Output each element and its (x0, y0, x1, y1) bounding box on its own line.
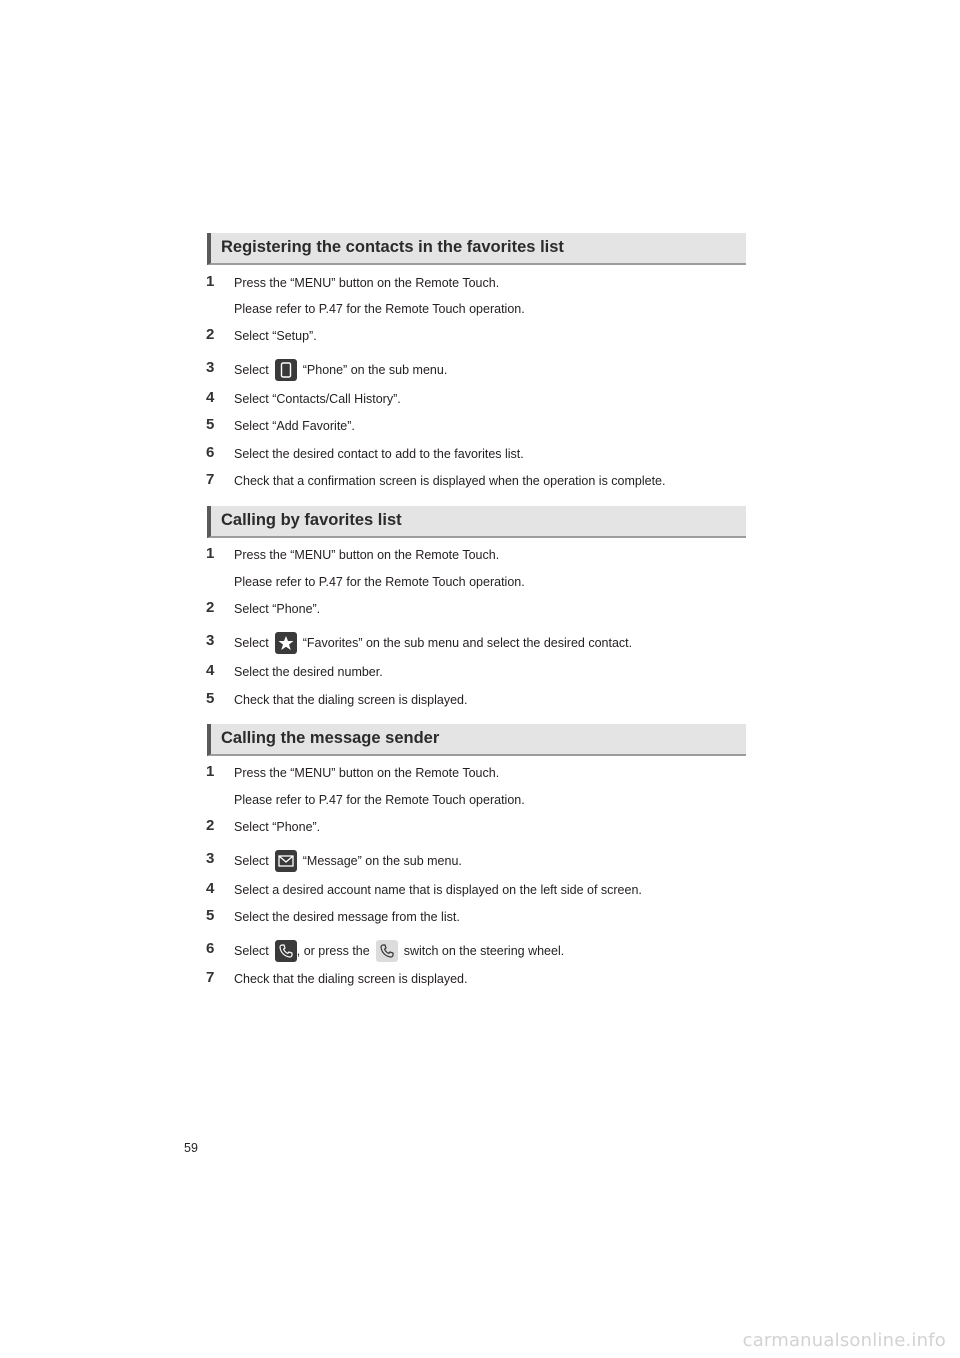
section-header-registering-favorites (207, 233, 746, 265)
step-number: 4 (206, 880, 215, 897)
step-text: Select “Add Favorite”. (234, 419, 355, 433)
step-number: 3 (206, 359, 215, 376)
section-header-calling-message-sender (207, 724, 746, 756)
step-text-pre: Select (234, 363, 269, 377)
step-text: Select the desired number. (234, 665, 383, 679)
step-number: 1 (206, 273, 215, 290)
step-text: Select the desired contact to add to the favorites list. (234, 447, 524, 461)
step-text (234, 850, 462, 872)
step-number: 3 (206, 850, 215, 867)
step-text-pre: Select (234, 636, 269, 650)
step-text-post: “Phone” on the sub menu. (302, 363, 448, 377)
watermark: carmanualsonline.info (742, 1330, 946, 1351)
step-note: Please refer to P.47 for the Remote Touch operation. (234, 793, 525, 807)
step-text-post: “Message” on the sub menu. (302, 854, 462, 868)
step-text-pre: Select (234, 944, 269, 958)
step-number: 7 (206, 471, 215, 488)
phone-device-icon (275, 359, 297, 381)
step-text-post: switch on the steering wheel. (403, 944, 565, 958)
step-text: Select a desired account name that is displayed on the left side of screen. (234, 883, 642, 897)
step-note: Please refer to P.47 for the Remote Touch operation. (234, 302, 525, 316)
step-note: Please refer to P.47 for the Remote Touch operation. (234, 575, 525, 589)
step-number: 5 (206, 416, 215, 433)
step-text: Check that a confirmation screen is displayed when the operation is complete. (234, 474, 666, 488)
step-number: 2 (206, 817, 215, 834)
step-number: 2 (206, 326, 215, 343)
star-icon (275, 632, 297, 654)
step-text: Select the desired message from the list. (234, 910, 460, 924)
section-title: Registering the contacts in the favorites list (221, 238, 564, 256)
step-number: 5 (206, 907, 215, 924)
step-number: 1 (206, 763, 215, 780)
step-number: 3 (206, 632, 215, 649)
step-number: 4 (206, 389, 215, 406)
page-number: 59 (184, 1141, 198, 1155)
envelope-icon (275, 850, 297, 872)
step-number: 1 (206, 545, 215, 562)
section-header-calling-favorites (207, 506, 746, 538)
step-text: Check that the dialing screen is displayed. (234, 972, 468, 986)
step-text: Select “Phone”. (234, 602, 321, 616)
step-text-post: “Favorites” on the sub menu and select the desired contact. (302, 636, 633, 650)
step-text (234, 359, 447, 381)
step-number: 7 (206, 969, 215, 986)
step-text-pre: Select (234, 854, 269, 868)
section-title: Calling the message sender (221, 729, 440, 747)
step-number: 5 (206, 690, 215, 707)
step-text: Press the “MENU” button on the Remote Touch. (234, 276, 500, 290)
handset-icon (275, 940, 297, 962)
step-text: Check that the dialing screen is displayed. (234, 693, 468, 707)
step-number: 6 (206, 940, 215, 957)
step-text (234, 940, 564, 962)
step-number: 4 (206, 662, 215, 679)
step-text: Select “Phone”. (234, 820, 321, 834)
step-text: Select “Contacts/Call History”. (234, 392, 401, 406)
handset-icon (376, 940, 398, 962)
step-number: 2 (206, 599, 215, 616)
step-text (234, 632, 632, 654)
step-text: Select “Setup”. (234, 329, 317, 343)
step-text: Press the “MENU” button on the Remote Touch. (234, 548, 500, 562)
step-number: 6 (206, 444, 215, 461)
section-title: Calling by favorites list (221, 511, 402, 529)
step-text: Press the “MENU” button on the Remote Touch. (234, 766, 500, 780)
step-text-mid: , or press the (296, 944, 370, 958)
